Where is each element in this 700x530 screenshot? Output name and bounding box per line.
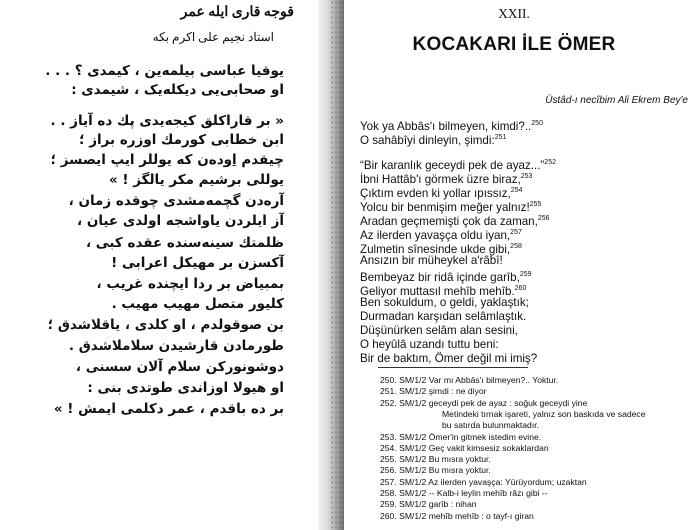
verse-text: Düşünürken selâm alan sesini, bbox=[360, 324, 518, 337]
verse-text: Ben sokuldum, o geldi, yaklaştık; bbox=[360, 296, 529, 309]
verse-text: Bembeyaz bir ridâ içinde garîb, bbox=[360, 270, 520, 284]
ottoman-verse-line: آکسزن بر مهیکل اعرابی ! bbox=[111, 255, 284, 271]
ottoman-verse-line: ابن خطابی کورمك اوزره براز ؛ bbox=[79, 132, 284, 148]
verse-text: “Bir karanlık geceydi pek de ayaz...” bbox=[360, 158, 545, 172]
ottoman-verse-line: یوللی برشیم مکر یالگز ! » bbox=[108, 172, 284, 188]
chapter-number: XXII. bbox=[498, 6, 530, 21]
verse-text: O heyûlâ uzandı tuttu beni: bbox=[360, 338, 499, 351]
verse-text: Zulmetin sînesinde ukde gibi, bbox=[360, 242, 511, 256]
footnote-marker: 257 bbox=[510, 229, 522, 236]
footnote-marker: 253 bbox=[520, 173, 533, 180]
verse-text: Yolcu bir benmişim meğer yalnız! bbox=[360, 200, 530, 214]
ottoman-verse-line: آز ایلردن یاواشجه اولدی عیان ، bbox=[76, 213, 284, 229]
dedication-text: Üstâd-ı necîbim Ali Ekrem Bey'e bbox=[545, 95, 688, 106]
footnote-line: Metindeki tırnak işareti, yalnız son baskıda ve sadece bbox=[442, 408, 646, 419]
verse-line bbox=[360, 352, 537, 366]
verse-text: İbni Hattâb'ı görmek üzre biraz, bbox=[360, 172, 521, 186]
ottoman-verse-line: « بر قاراکلق کیجه‌یدی پك ده آیاز . . bbox=[50, 113, 284, 129]
footnote-marker: 254 bbox=[510, 187, 523, 194]
ottoman-verse-line: چیقدم اِوده‌ن که یوللر ایپ ایصسز ؛ bbox=[50, 152, 284, 168]
footnote-line: bu satırda bulunmaktadır. bbox=[442, 420, 539, 431]
verse-text: Yok ya Abbâs'ı bilmeyen, kimdi?.. bbox=[360, 119, 532, 133]
ottoman-dedication: استاد نجیم علی اکرم بکه bbox=[152, 30, 274, 44]
ottoman-title: قوجه قاری ایله عمر bbox=[180, 5, 294, 20]
ottoman-verse-line: بن صوقولدم ، او کلدی ، یاقلاشدق ؛ bbox=[47, 317, 284, 333]
left-page-ottoman bbox=[0, 0, 330, 530]
footnote-line: 256. SM/1/2 Bu mısra yoktur. bbox=[380, 465, 491, 476]
footnote-marker: 250 bbox=[531, 120, 543, 127]
ottoman-verse-line: آره‌دن گچمه‌مشدی چوقده زمان ، bbox=[68, 193, 284, 209]
ottoman-verse-line: دوشونورکن سلام آلان سسنی ، bbox=[75, 359, 284, 375]
ottoman-verse-line: او هیولا اوزاندی طوتدی بنی : bbox=[87, 380, 284, 396]
footnote-line: 254. SM/1/2 Geç vakit kimsesiz sokaklardan bbox=[380, 442, 549, 453]
footnote-line: 255. SM/1/2 Bu mısra yoktur. bbox=[380, 454, 491, 465]
verse-line bbox=[360, 338, 499, 352]
poem-title: KOCAKARI İLE ÖMER bbox=[412, 34, 616, 55]
footnote-line: 253. SM/1/2 Ömer'in gitmek istedim evine. bbox=[380, 431, 542, 442]
ottoman-verse-line: کلیور متصل مهیب مهیب . bbox=[111, 296, 284, 312]
gutter-shadow-texture bbox=[330, 0, 344, 530]
ottoman-verse-line: بر ده باقدم ، عمر دکلمی ایمش ! » bbox=[53, 401, 284, 417]
verse-line bbox=[360, 131, 506, 148]
footnote-marker: 259 bbox=[519, 271, 532, 278]
footnote-rule bbox=[378, 367, 528, 368]
verse-text: Bir de baktım, Ömer değil mi imiş? bbox=[360, 352, 538, 365]
footnote-marker: 251 bbox=[494, 134, 507, 141]
footnote-marker: 252 bbox=[544, 159, 556, 166]
verse-text: Çıktım evden ki yollar ıpıssız, bbox=[360, 186, 511, 200]
verse-line bbox=[360, 324, 518, 338]
ottoman-verse-line: طورمادن قارشیدن سلاملاشدق . bbox=[68, 338, 284, 354]
footnote-line: 250. SM/1/2 Var mı Abbâs'ı bilmeyen?.. Yoktur. bbox=[380, 375, 559, 385]
verse-text: O sahâbîyi dinleyin, şimdi: bbox=[360, 133, 495, 147]
footnote-marker: 256 bbox=[537, 215, 550, 222]
ottoman-verse-line: ظلمتك سینه‌سنده عقده کبی ، bbox=[85, 235, 284, 251]
verse-text: Ansızın bir müheykel a'râbî! bbox=[360, 254, 503, 267]
verse-line bbox=[360, 296, 529, 310]
footnote-line: 251. SM/1/2 şimdi : ne diyor bbox=[380, 386, 487, 397]
footnote-line: 252. SM/1/2 geceydi pek de ayaz : soğuk geceydi yine bbox=[380, 397, 588, 408]
right-page-transcription bbox=[344, 0, 700, 530]
footnote-marker: 258 bbox=[510, 243, 522, 250]
footnote-line: 260. SM/1/2 mehîb mehîb : o tayf-ı giran bbox=[380, 510, 534, 521]
verse-text: Geliyor muttasıl mehîb mehîb. bbox=[360, 284, 515, 298]
verse-text: Aradan geçmemişti çok da zaman, bbox=[360, 214, 538, 228]
verse-line bbox=[360, 310, 526, 324]
poem-dedication bbox=[545, 95, 688, 106]
verse-line bbox=[360, 254, 503, 268]
footnote-line: 259. SM/1/2 garîb : nihan bbox=[380, 499, 477, 510]
footnote-marker: 255 bbox=[529, 201, 542, 208]
verse-text: Durmadan karşıdan selâmlaştık. bbox=[360, 310, 527, 323]
verse-text: Az ilerden yavaşça oldu iyan, bbox=[360, 228, 511, 242]
ottoman-verse-line: یوقیا عباسی بیلمه‌ین ، کیمدی ؟ . . . bbox=[45, 63, 284, 79]
footnote-line: 257. SM/1/2 Az ilerden yavaşça: Yürüyordum; uzaktan bbox=[380, 476, 587, 487]
footnote-line: 258. SM/1/2 -- Kalb-i leylin mehîb râzı gibi -- bbox=[380, 488, 548, 498]
ottoman-verse-line: او صحابی‌یی دیکله‌یک ، شیمدی : bbox=[71, 82, 284, 98]
footnote-marker: 260 bbox=[514, 285, 527, 292]
ottoman-verse-line: بمبیاض بر ردا ایچنده غریب ، bbox=[96, 276, 284, 292]
